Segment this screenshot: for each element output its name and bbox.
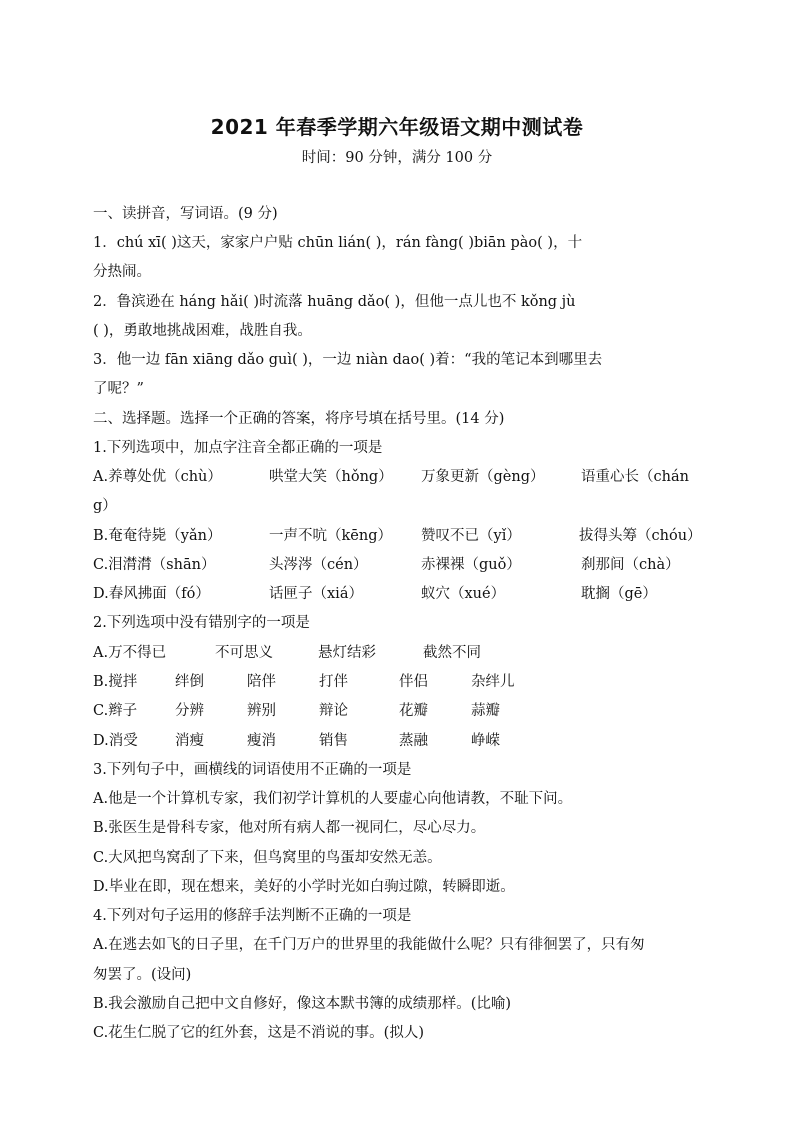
s1-q2-line1: 2．鲁滨逊在 háng hǎi( )时流落 huāng dǎo( )，但他一点儿也不 kǒng jù [93,294,576,310]
option-cell: 陪伴 [247,674,276,690]
s2-q4-option-b: B.我会激励自己把中文自修好，像这本默书簿的成绩那样。(比喻) [93,996,512,1012]
s2-q4-option-a-line1: A.在逃去如飞的日子里，在千门万户的世界里的我能做什么呢？只有徘徊罢了，只有匆 [93,937,645,953]
option-cell: C.泪潸潸（shān） [93,557,216,573]
s2-q2-option-a [93,643,713,663]
s2-q1-option-b [93,526,713,546]
option-cell: 伴侣 [399,674,428,690]
s2-q3-option-b: B.张医生是骨科专家，他对所有病人都一视同仁，尽心尽力。 [93,820,486,836]
option-cell: 蒸融 [399,733,428,749]
s1-q1-line2: 分热闹。 [93,264,151,280]
option-cell: 悬灯结彩 [318,645,376,661]
s2-q4-option-a-line2: 匆罢了。(设问) [93,967,192,983]
option-cell: 话匣子（xiá） [269,586,363,602]
option-cell: 赞叹不已（yǐ） [421,528,521,544]
s2-q2-option-b [93,672,713,692]
option-cell: 蚁穴（xué） [421,586,506,602]
s2-q1-option-a-wrap: g） [93,498,117,514]
option-cell: 打伴 [319,674,348,690]
option-cell: 截然不同 [423,645,481,661]
s2-q2-option-d [93,731,713,751]
option-cell: 赤裸裸（guǒ） [421,557,521,573]
option-cell: 哄堂大笑（hǒng） [269,469,393,485]
option-cell: 销售 [319,733,348,749]
option-cell: 拔得头筹（chóu） [579,528,702,544]
s1-q2-line2: ( )，勇敢地挑战困难，战胜自我。 [93,323,312,339]
s2-q1-option-a [93,467,713,487]
option-cell: A.万不得已 [93,645,167,661]
option-cell: 不可思义 [215,645,273,661]
option-cell: 消瘦 [175,733,204,749]
s2-q3-option-d: D.毕业在即，现在想来，美好的小学时光如白驹过隙，转瞬即逝。 [93,879,515,895]
option-cell: 辩论 [319,703,348,719]
s2-q3-option-c: C.大风把鸟窝刮了下来，但鸟窝里的鸟蛋却安然无恙。 [93,850,442,866]
s2-q4-option-c: C.花生仁脱了它的红外套，这是不消说的事。(拟人) [93,1025,424,1041]
option-cell: D.消受 [93,733,138,749]
option-cell: 蒜瓣 [471,703,500,719]
option-cell: 分辨 [175,703,204,719]
section2-heading: 二、选择题。选择一个正确的答案，将序号填在括号里。(14 分) [93,411,505,427]
option-cell: 辨别 [247,703,276,719]
exam-title: 2021 年春季学期六年级语文期中测试卷 [210,115,584,139]
option-cell: 瘦消 [247,733,276,749]
exam-subtitle: 时间：90 分钟，满分 100 分 [301,150,493,166]
s2-q4-stem: 4.下列对句子运用的修辞手法判断不正确的一项是 [93,908,412,924]
s1-q3-line2: 了呢？” [93,381,144,397]
s2-q1-stem: 1.下列选项中，加点字注音全都正确的一项是 [93,440,383,456]
s2-q1-option-d [93,584,713,604]
s2-q2-option-c [93,701,713,721]
option-cell: 语重心长（chán [581,469,689,485]
option-cell: 花瓣 [399,703,428,719]
option-cell: 一声不吭（kēng） [269,528,392,544]
option-cell: 刹那间（chà） [581,557,680,573]
s2-q3-stem: 3.下列句子中，画横线的词语使用不正确的一项是 [93,762,412,778]
option-cell: D.春风拂面（fó） [93,586,210,602]
option-cell: 万象更新（gèng） [421,469,545,485]
section1-heading: 一、读拼音，写词语。(9 分) [93,206,278,222]
option-cell: A.养尊处优（chù） [93,469,222,485]
option-cell: B.搅拌 [93,674,138,690]
option-cell: C.辫子 [93,703,138,719]
s2-q3-option-a: A.他是一个计算机专家，我们初学计算机的人要虚心向他请教，不耻下问。 [93,791,573,807]
option-cell: 头涔涔（cén） [269,557,368,573]
option-cell: 耽搁（gē） [581,586,657,602]
s1-q3-line1: 3．他一边 fān xiāng dǎo guì( )，一边 niàn dao( )着：“我的笔记本到哪里去 [93,352,603,368]
option-cell: 绊倒 [175,674,204,690]
s1-q1-line1: 1．chú xī( )这天，家家户户贴 chūn lián( )，rán fàng( )biān pào( )，十 [93,235,583,251]
s2-q2-stem: 2.下列选项中没有错别字的一项是 [93,615,310,631]
option-cell: 杂绊儿 [471,674,515,690]
option-cell: B.奄奄待毙（yǎn） [93,528,222,544]
option-cell: 峥嵘 [471,733,500,749]
s2-q1-option-c [93,555,713,575]
